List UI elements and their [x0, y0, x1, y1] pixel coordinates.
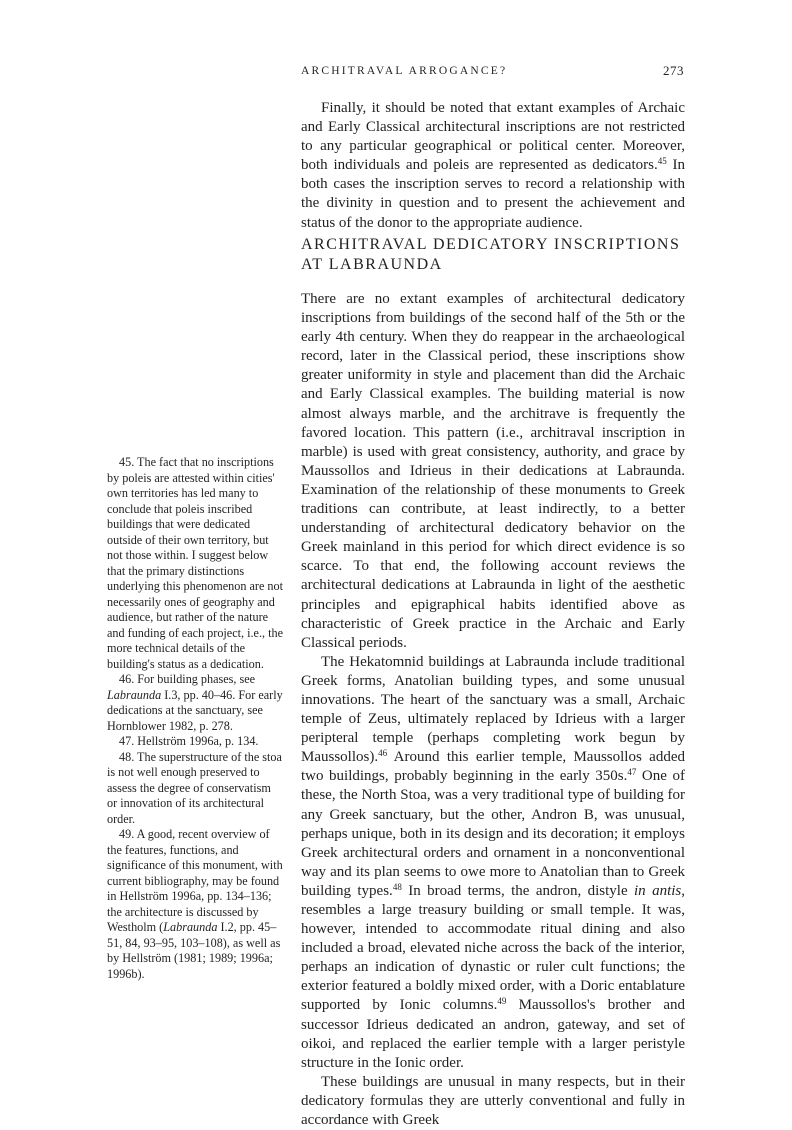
note-48: 48. The superstructure of the stoa is not well enough preserved to assess the degree of conservatism or innovation of its architectural order. — [107, 749, 282, 826]
intro-paragraph — [301, 99, 685, 233]
note-46-italic: Labraunda — [107, 687, 162, 702]
note-46-text-a: 46. For building phases, see — [119, 672, 256, 686]
main-body — [301, 290, 685, 1130]
section-heading-line1: ARCHITRAVAL DEDICATORY INSCRIPTIONS — [301, 236, 681, 253]
intro-text: Finally, it should be noted that extant examples of Archaic and Early Classical architectural inscriptions are not restricted to any particular geographical or political center. Moreover, both individuals and poleis are represented as dedicators. — [301, 100, 685, 174]
running-head — [301, 63, 684, 83]
paragraph-2-text-f: Maussollos's brother and successor Idrieus dedicated an andron, gateway, and set of oikoi, and replaced the earlier temple with a larger peristyle structure in the Ionic order. — [301, 997, 686, 1071]
intro-section — [301, 99, 685, 233]
note-46 — [107, 672, 283, 734]
section-heading — [301, 235, 685, 274]
section-heading-line2: AT LABRAUNDA — [301, 255, 443, 273]
page-number: 273 — [663, 63, 684, 78]
footnote-ref-48: 48 — [392, 881, 402, 892]
paragraph-2-text-c: One of these, the North Stoa, was a very traditional type of building for any Greek sanctuary, but the other, Andron B, was unusual, perhaps unique, both in its design and its decoration; it employs Greek architectural orders and ornament in a nonconventional way and its plan seems to owe more to Anatolian than to Greek building types. — [301, 768, 685, 899]
note-49-text-b: I.2, pp. 45–51, 84, 93–95, 103–108), as well as by Hellström (1981; 1989; 1996a; 1996b). — [107, 920, 281, 981]
italic-in-antis: in antis — [634, 882, 682, 899]
note-49 — [107, 827, 283, 982]
running-title: ARCHITRAVAL ARROGANCE? — [301, 65, 508, 77]
footnote-ref-47: 47 — [627, 767, 637, 778]
note-49-text-a: 49. A good, recent overview of the features, functions, and significance of this monument, with current bibliography, may be found in Hellström 1996a, pp. 134–136; the architecture is discussed by Westholm ( — [107, 827, 283, 934]
footnote-ref-45: 45 — [657, 156, 667, 167]
footnote-ref-46: 46 — [378, 748, 388, 759]
body-paragraph-3: These buildings are unusual in many respects, but in their dedicatory formulas they are utterly conventional and fully in accordance with Greek — [301, 1073, 685, 1129]
note-46-text-b: I.3, pp. 40–46. For early dedications at the sanctuary, see Hornblower 1982, p. 278. — [107, 687, 283, 733]
paragraph-2-text-b: Around this earlier temple, Maussollos added two buildings, probably beginning in the early 350s. — [301, 749, 685, 785]
note-49-italic: Labraunda — [163, 920, 218, 934]
paragraph-2-text-a: The Hekatomnid buildings at Labraunda include traditional Greek forms, Anatolian building types, and some unusual innovations. The heart of the sanctuary was a small, Archaic temple of Zeus, ultimately replaced by Idrieus with a larger peripteral temple (perhaps completing work begun by Maussollos). — [301, 653, 685, 766]
footnote-ref-49: 49 — [497, 996, 507, 1007]
side-notes — [107, 455, 283, 982]
intro-text-continued: In both cases the inscription serves to record a relationship with the divinity in question and to present the achievement and status of the donor to the appropriate audience. — [301, 157, 685, 231]
note-45: 45. The fact that no inscriptions by poleis are attested within cities' own territories has led many to conclude that poleis inscribed buildings that were dedicated outside of their own territory, but not those within. I suggest below that the primary distinctions underlying this phenomenon are not necessarily ones of geography and audience, but rather of the nature and funding of each project, i.e., the more technical details of the building's status as a dedication. — [107, 455, 284, 671]
paragraph-2-text-e: , resembles a large treasury building or small temple. It was, however, intended to accommodate ritual dining and also included a broad, elevated niche across the back of the interior, perhaps an indication of dynastic or ruler cult functions; the exterior featured a boldly mixed order, with a Doric entablature supported by Ionic columns. — [301, 882, 685, 1014]
note-47: 47. Hellström 1996a, p. 134. — [119, 734, 259, 748]
body-paragraph-1: There are no extant examples of architectural dedicatory inscriptions from buildings of the second half of the 5th or the early 4th century. When they do reappear in the archaeological record, later in the Classical period, these inscriptions show greater uniformity in style and placement than did the Archaic and Early Classical examples. The building material is now almost always marble, and the architrave is frequently the favored location. This pattern (i.e., architraval inscription in marble) is used with great consistency, authority, and grace by Maussollos and Idrieus in their dedications at Labraunda. Examination of the relationship of these monuments to Greek traditions can contribute, at least indirectly, to a better understanding of architectural dedicatory behavior on the Greek mainland in this period for which direct evidence is so scarce. To that end, the following account reviews the architectural dedications at Labraunda in light of the aesthetic principles and epigraphical habits identified above as characteristic of Greek practice in the Archaic and Early Classical periods. — [301, 291, 685, 651]
body-paragraph-2 — [301, 653, 685, 1073]
paragraph-2-text-d: In broad terms, the andron, distyle — [401, 882, 635, 899]
